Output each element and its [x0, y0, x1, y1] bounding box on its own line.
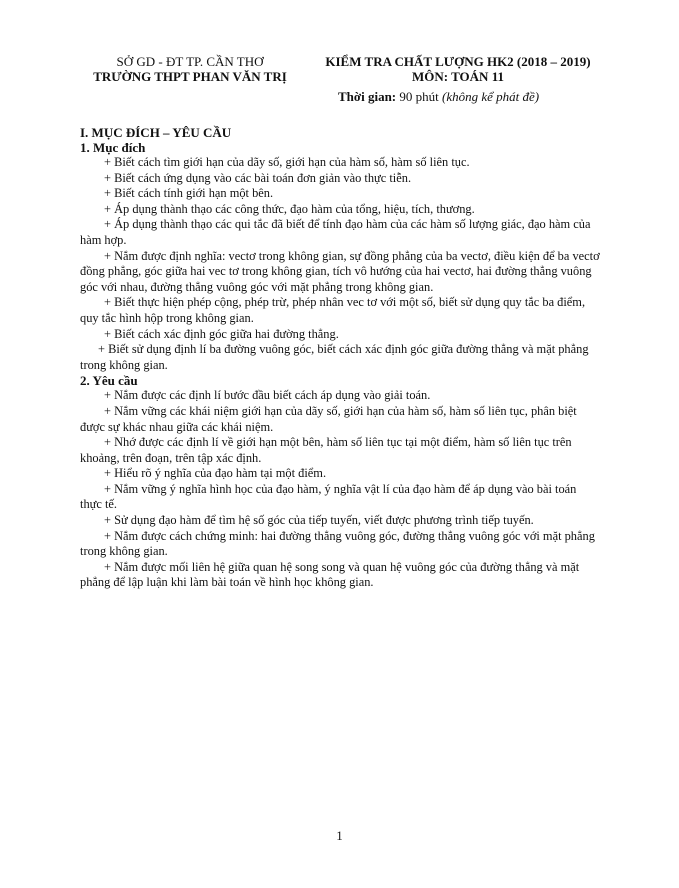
list-item: + Áp dụng thành thạo các qui tắc đã biết để tính đạo hàm của các hàm số lượng giác, đạo hàm của hàm hợp.	[80, 217, 591, 247]
list-item: + Sử dụng đạo hàm để tìm hệ số góc của tiếp tuyến, viết được phương trình tiếp tuyến.	[104, 513, 534, 528]
subject-line: MÔN: TOÁN 11	[412, 69, 504, 84]
subsection-title-requirements: 2. Yêu cầu	[80, 373, 138, 389]
list-item: + Nắm vững các khái niệm giới hạn của dãy số, giới hạn của hàm số, hàm số liên tục, phân biệt được sự khác nhau giữa các khái niệm.	[80, 403, 577, 434]
list-item: + Hiểu rõ ý nghĩa của đạo hàm tại một điểm.	[104, 466, 327, 481]
list-item: + Biết cách ứng dụng vào các bài toán đơn giản vào thực tiễn.	[104, 170, 412, 185]
list-item: + Nắm được cách chứng minh: hai đường thẳng vuông góc, đường thẳng vuông góc với mặt phẳng trong không gian.	[80, 528, 595, 559]
department-name: SỞ GD - ĐT TP. CẦN THƠ	[116, 54, 264, 69]
time-line	[338, 89, 539, 104]
list-item: + Nắm được mối liên hệ giữa quan hệ song song và quan hệ vuông góc của đường thẳng và mặt phẳng để lập luận khi làm bài toán về hình học không gian.	[80, 559, 580, 590]
time-label: Thời gian:	[338, 89, 397, 104]
list-item: + Nhớ được các định lí về giới hạn một bên, hàm số liên tục tại một điểm, hàm số liên tục trên khoảng, trên đoạn, trên tập xác định.	[80, 435, 572, 465]
exam-title: KIỂM TRA CHẤT LƯỢNG HK2 (2018 – 2019)	[325, 54, 591, 69]
document-body	[80, 125, 600, 591]
purpose-list	[80, 155, 600, 373]
list-item: + Biết cách tìm giới hạn của dãy số, giới hạn của hàm số, hàm số liên tục.	[104, 155, 470, 169]
section-title: I. MỤC ĐÍCH – YÊU CẦU	[80, 125, 232, 140]
list-item: + Biết cách tính giới hạn một bên.	[104, 186, 274, 201]
list-item: + Áp dụng thành thạo các công thức, đạo hàm của tổng, hiệu, tích, thương.	[104, 201, 475, 216]
time-note: (không kể phát đề)	[442, 89, 540, 104]
requirements-list	[80, 388, 600, 591]
list-item: + Biết cách xác định góc giữa hai đường thẳng.	[104, 326, 339, 341]
list-item: + Nắm vững ý nghĩa hình học của đạo hàm, ý nghĩa vật lí của đạo hàm để áp dụng vào bài toán thực tế.	[80, 481, 577, 512]
page-number: 1	[336, 828, 343, 843]
list-item: + Biết thực hiện phép cộng, phép trừ, phép nhân vec tơ với một số, biết sử dụng quy tắc ba điểm, quy tắc hình hộp trong không gian.	[80, 295, 586, 325]
list-item: + Nắm được định nghĩa: vectơ trong không gian, sự đồng phẳng của ba vectơ, điều kiện để ba vectơ đồng phẳng, góc giữa hai vec tơ trong không gian, tích vô hướng của hai vectơ, hai đường thẳng vuông góc với nhau, đường thẳng vuông góc với mặt phẳng trong không gian.	[80, 248, 600, 294]
header-right	[298, 54, 618, 84]
subsection-title-purpose: 1. Mục đích	[80, 140, 146, 155]
school-name: TRƯỜNG THPT PHAN VĂN TRỊ	[93, 69, 287, 84]
list-item: + Nắm được các định lí bước đầu biết cách áp dụng vào giải toán.	[104, 388, 431, 403]
list-item: + Biết sử dụng định lí ba đường vuông góc, biết cách xác định góc giữa đường thẳng và mặt phẳng trong không gian.	[80, 342, 589, 372]
header-left	[80, 54, 300, 84]
time-value: 90 phút	[396, 89, 443, 104]
